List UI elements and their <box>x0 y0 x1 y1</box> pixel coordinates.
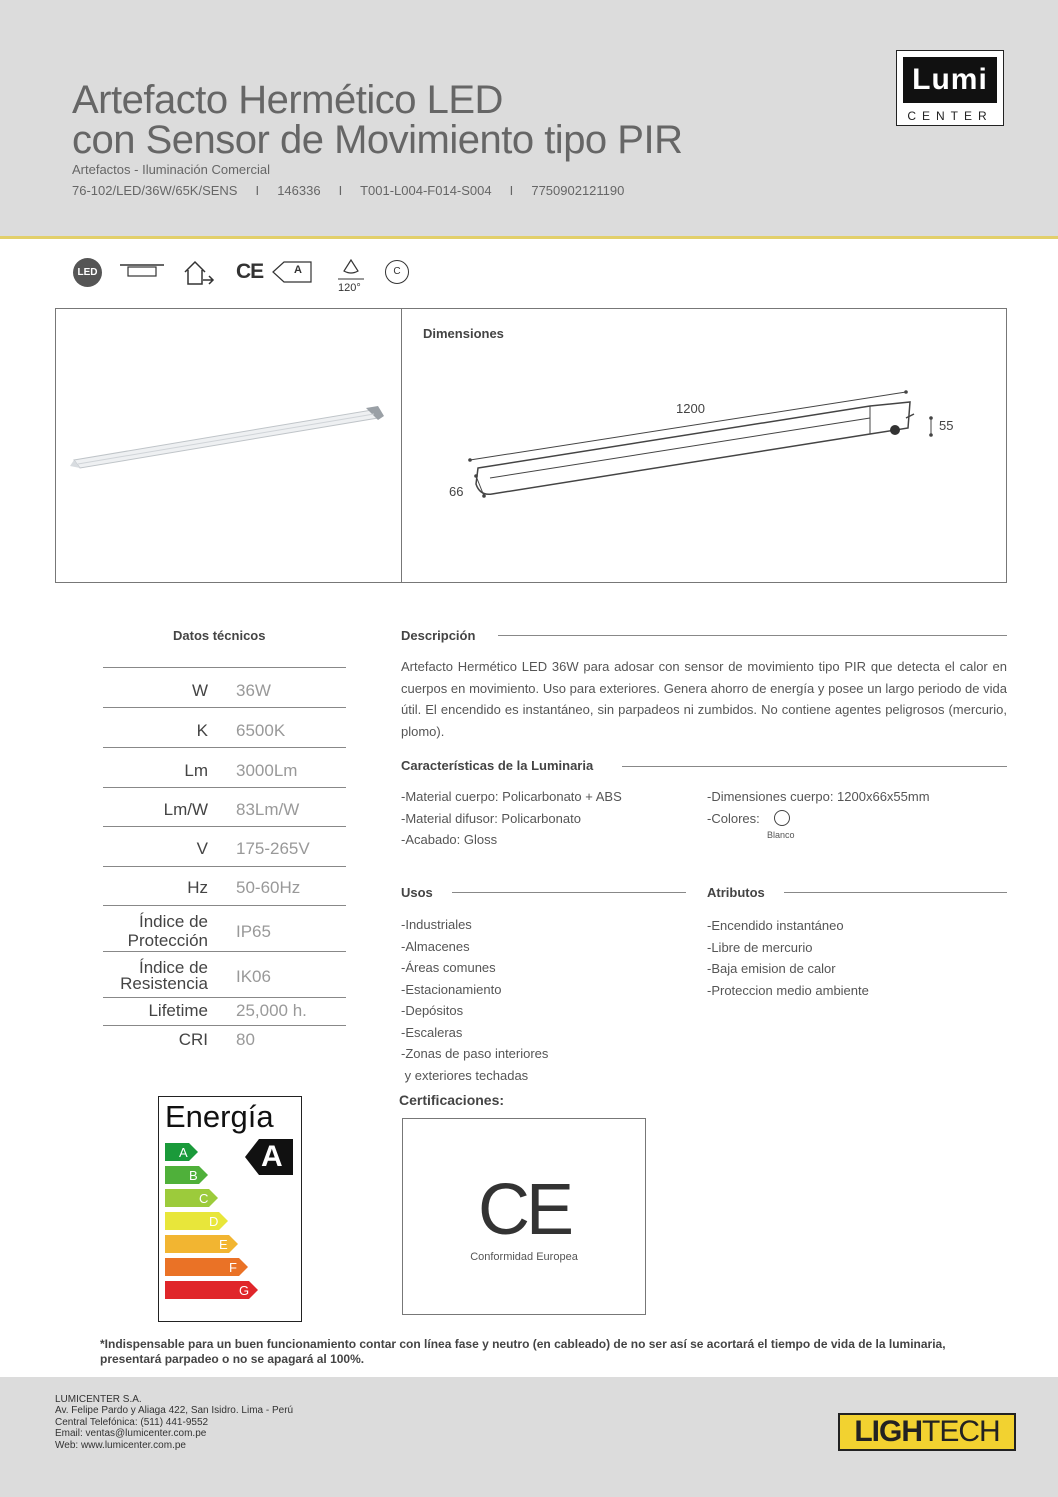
energy-class-label: A <box>294 264 302 276</box>
dimension-width: 66 <box>449 484 464 499</box>
tech-row <box>103 707 346 747</box>
energy-rating-label: A <box>261 1140 283 1173</box>
tech-value: 36W <box>236 681 271 700</box>
tech-value: 3000Lm <box>236 761 298 780</box>
tech-label: Índice de Protección <box>127 912 208 950</box>
lumicenter-logo <box>896 50 1004 126</box>
description-text: Artefacto Hermético LED 36W para adosar con sensor de movimiento tipo PIR que detecta el calor en cuerpos en movimiento. Uso para exteriores. Genera ahorro de energía y posee un largo periodo de vida útil. El encendido es instantáneo, sin parpadeos ni zumbidos. No contiene agentes peligrosos (mercurio, plomo). <box>401 659 1007 739</box>
list-item: -Depósitos <box>401 1003 464 1018</box>
usos-title: Usos <box>401 885 433 900</box>
tech-row <box>103 866 346 905</box>
email-line: Email: ventas@lumicenter.com.pe <box>55 1428 207 1440</box>
tech-row <box>103 951 346 997</box>
tech-row <box>103 997 346 1025</box>
logo-bottom-text: CENTER <box>907 109 993 123</box>
list-item: -Proteccion medio ambiente <box>707 982 869 998</box>
list-item: y exteriores techadas <box>401 1067 529 1083</box>
list-item: -Baja emision de calor <box>707 961 836 976</box>
tech-data-title: Datos técnicos <box>173 628 266 643</box>
product-codes: 76-102/LED/36W/65K/SENS I 146336 I T001-L004-F014-S004 I 7750902121190 <box>72 183 625 198</box>
tech-label: Lm/W <box>163 800 208 819</box>
tech-value: IK06 <box>236 967 271 986</box>
energy-label <box>158 1096 302 1322</box>
tech-row <box>103 905 346 951</box>
tech-row <box>103 667 346 707</box>
lightech-bold: LIGH <box>854 1415 922 1448</box>
surface-mount-icon <box>120 264 164 278</box>
list-item: -Estacionamiento <box>401 981 502 997</box>
atributos-title: Atributos <box>707 885 765 900</box>
energy-class-bar <box>165 1166 208 1184</box>
c-circle-icon: C <box>385 260 409 284</box>
atributos-list <box>707 915 869 1001</box>
outdoor-house-icon <box>181 258 219 286</box>
usos-rule <box>452 892 686 893</box>
list-item: -Áreas comunes <box>401 960 496 975</box>
footnote: *Indispensable para un buen funcionamiento contar con línea fase y neutro (en cableado) de no ser así se acortará el tiempo de vida de la luminaria, presentará parpadeo o no se apagará al 100%. <box>100 1337 946 1366</box>
energy-class-icon <box>272 261 312 283</box>
energy-rating-badge <box>245 1139 293 1175</box>
characteristics-title: Características de la Luminaria <box>401 758 594 773</box>
beam-angle-icon <box>338 258 364 280</box>
certifications-title: Certificaciones: <box>399 1092 505 1108</box>
energy-class-letter: E <box>219 1237 228 1252</box>
energy-class-letter: D <box>209 1214 219 1229</box>
energy-class-letter: B <box>189 1168 198 1183</box>
phone-line: Central Telefónica: (511) 441-9552 <box>55 1416 209 1428</box>
color-swatch-label: Blanco <box>767 830 795 840</box>
list-item: -Industriales <box>401 917 472 932</box>
title-line-1: Artefacto Hermético LED <box>72 78 503 122</box>
dimension-length: 1200 <box>676 401 705 416</box>
tech-label: Índice de Resistencia <box>120 958 208 993</box>
tech-label: Lm <box>184 761 208 780</box>
energy-class-bar <box>165 1189 218 1207</box>
dimension-height: 55 <box>939 418 954 433</box>
tech-label: CRI <box>178 1030 208 1049</box>
ce-icon: CE <box>236 260 264 283</box>
list-item: -Material cuerpo: Policarbonato + ABS <box>401 789 622 804</box>
atributos-rule <box>784 892 1007 893</box>
characteristics-left-list <box>401 786 622 851</box>
web-line: Web: www.lumicenter.com.pe <box>55 1439 186 1451</box>
list-item: -Zonas de paso interiores <box>401 1046 549 1061</box>
tech-value: IP65 <box>236 922 271 941</box>
energy-class-letter: A <box>179 1145 188 1160</box>
tech-value: 83Lm/W <box>236 800 300 819</box>
description-title: Descripción <box>401 628 476 643</box>
color-swatch-white <box>774 810 790 826</box>
list-item: -Acabado: Gloss <box>401 832 498 847</box>
list-item: -Colores: <box>707 810 760 826</box>
tech-row <box>103 826 346 866</box>
energy-class-letter: F <box>229 1260 237 1275</box>
page-title <box>72 80 682 160</box>
tech-row <box>103 787 346 826</box>
list-item: -Material difusor: Policarbonato <box>401 810 581 826</box>
list-item: -Libre de mercurio <box>707 939 813 955</box>
usos-list <box>401 914 548 1086</box>
list-item: -Encendido instantáneo <box>707 918 844 933</box>
list-item: -Escaleras <box>401 1024 463 1040</box>
company-address <box>55 1394 293 1451</box>
product-photo <box>60 390 400 480</box>
beam-angle-label: 120° <box>338 282 361 294</box>
address-line: Av. Felipe Pardo y Aliaga 422, San Isidro. Lima - Perú <box>55 1405 294 1417</box>
tech-label: V <box>196 839 208 858</box>
characteristics-rule <box>622 766 1007 767</box>
certification-box <box>402 1118 646 1315</box>
lightech-logo <box>838 1413 1016 1451</box>
dimensions-title: Dimensiones <box>423 326 504 341</box>
tech-value: 175-265V <box>236 839 310 858</box>
dimension-drawing <box>440 380 960 510</box>
logo-top-text: Lumi <box>903 57 997 103</box>
characteristics-right-list <box>707 786 930 829</box>
tech-row <box>103 747 346 787</box>
energy-title: Energía <box>165 1099 274 1134</box>
tech-label: W <box>191 681 208 700</box>
list-item: -Dimensiones cuerpo: 1200x66x55mm <box>707 789 930 804</box>
company-name: LUMICENTER S.A. <box>55 1394 142 1405</box>
lightech-light: TECH <box>922 1415 1000 1448</box>
ce-mark-icon: CE <box>477 1170 571 1250</box>
tech-value: 6500K <box>236 721 286 740</box>
subtitle: Artefactos - Iluminación Comercial <box>72 162 270 177</box>
energy-class-bar <box>165 1212 228 1230</box>
tech-label: Hz <box>187 878 208 897</box>
tech-value: 80 <box>236 1030 255 1049</box>
title-line-2: con Sensor de Movimiento tipo PIR <box>72 118 683 162</box>
description-rule <box>498 635 1007 636</box>
tech-row <box>103 1025 346 1055</box>
tech-label: K <box>196 721 208 740</box>
image-divider <box>401 308 402 583</box>
energy-class-letter: C <box>199 1191 209 1206</box>
led-icon: LED <box>73 258 102 287</box>
energy-class-letter: G <box>239 1283 250 1298</box>
tech-value: 25,000 h. <box>236 1001 307 1020</box>
tech-value: 50-60Hz <box>236 878 301 897</box>
certification-caption: Conformidad Europea <box>470 1251 578 1263</box>
tech-label: Lifetime <box>148 1001 208 1020</box>
list-item: -Almacenes <box>401 938 470 954</box>
